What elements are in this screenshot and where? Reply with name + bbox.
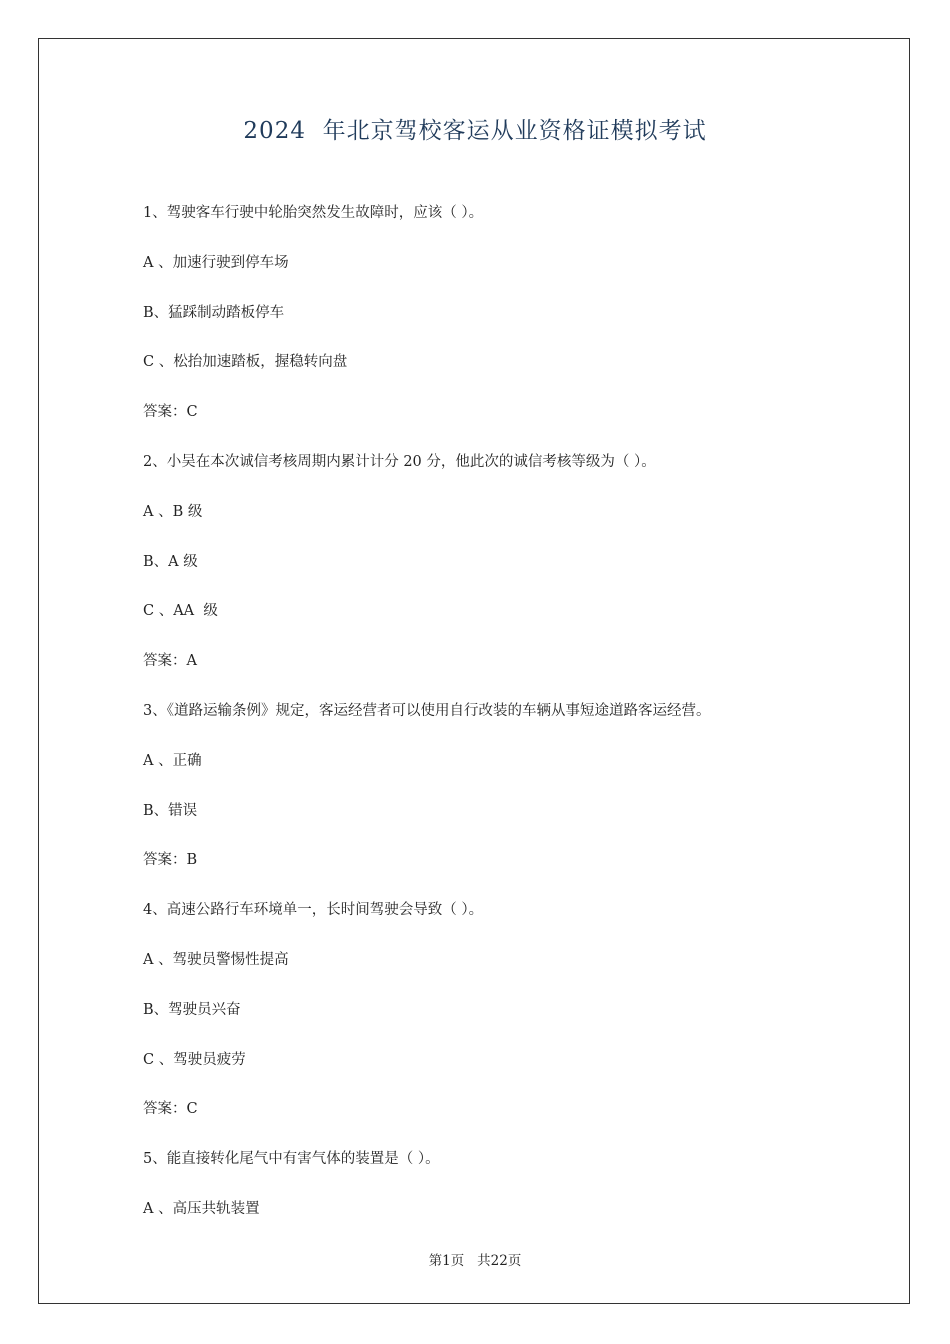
question-4-option-c: C 、驾驶员疲劳 <box>143 1051 246 1068</box>
question-4-option-a: A 、驾驶员警惕性提高 <box>143 951 289 968</box>
question-2-option-c: C 、AA 级 <box>143 603 218 620</box>
document-body <box>143 202 863 1248</box>
question-4-answer: 答案：C <box>143 1101 198 1118</box>
question-2-answer: 答案：A <box>143 653 197 670</box>
question-5-stem: 5、能直接转化尾气中有害气体的装置是（ ）。 <box>143 1151 440 1168</box>
question-3-option-a: A 、正确 <box>143 752 202 769</box>
question-2-stem: 2、小吴在本次诚信考核周期内累计计分 20 分，他此次的诚信考核等级为（ ）。 <box>143 453 656 470</box>
question-2-option-b: B、A 级 <box>143 553 198 570</box>
question-1-option-b: B、猛踩制动踏板停车 <box>143 304 285 321</box>
question-1-stem: 1、驾驶客车行驶中轮胎突然发生故障时，应该（ ）。 <box>143 205 484 221</box>
question-5-option-a: A 、高压共轨装置 <box>143 1200 260 1217</box>
page-footer: 第1页 共22页 <box>428 1253 522 1269</box>
question-1-option-a: A 、加速行驶到停车场 <box>143 254 289 271</box>
question-1-option-c: C 、松抬加速踏板，握稳转向盘 <box>143 354 348 371</box>
question-4-stem: 4、高速公路行车环境单一，长时间驾驶会导致（ ）。 <box>143 902 484 919</box>
question-1-answer: 答案：C <box>143 404 198 421</box>
question-4-option-b: B、驾驶员兴奋 <box>143 1001 241 1018</box>
question-3-option-b: B、错误 <box>143 802 198 819</box>
question-3-answer: 答案：B <box>143 852 198 869</box>
question-3-stem: 3、《道路运输条例》规定，客运经营者可以使用自行改装的车辆从事短途道路客运经营。 <box>143 702 711 719</box>
document-title: 2024 年北京驾校客运从业资格证模拟考试 <box>243 118 707 144</box>
question-2-option-a: A 、B 级 <box>143 503 203 520</box>
